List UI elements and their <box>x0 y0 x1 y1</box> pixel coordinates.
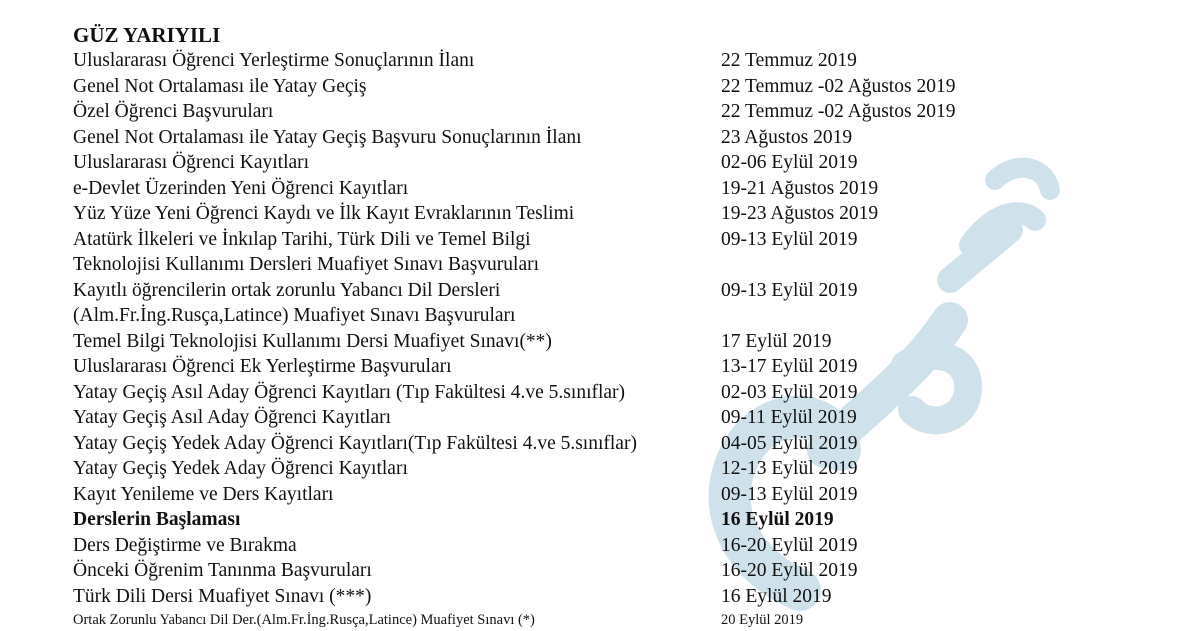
event-date: 13-17 Eylül 2019 <box>721 356 858 377</box>
event-label: Genel Not Ortalaması ile Yatay Geçiş Başvuru Sonuçlarının İlanı <box>73 126 582 148</box>
calendar-row <box>73 584 1133 610</box>
calendar-row <box>73 99 1133 125</box>
calendar-row <box>73 533 1133 559</box>
event-label: Özel Öğrenci Başvuruları <box>73 101 274 122</box>
event-date: 16-20 Eylül 2019 <box>721 560 858 581</box>
event-date: 19-21 Ağustos 2019 <box>721 177 879 199</box>
calendar-rows <box>73 48 1133 631</box>
calendar-row <box>73 558 1133 584</box>
event-label: Yüz Yüze Yeni Öğrenci Kaydı ve İlk Kayıt Evraklarının Teslimi <box>73 203 575 224</box>
event-label: Türk Dili Dersi Muafiyet Sınavı (***) <box>73 585 372 607</box>
event-date: 09-13 Eylül 2019 <box>721 483 858 505</box>
calendar-row <box>73 405 1133 431</box>
event-date: 12-13 Eylül 2019 <box>721 458 858 479</box>
calendar-row <box>73 507 1133 533</box>
event-date: 23 Ağustos 2019 <box>721 126 853 148</box>
calendar-row <box>73 482 1133 508</box>
calendar-row <box>73 150 1133 176</box>
event-label: Yatay Geçiş Asıl Aday Öğrenci Kayıtları (Tıp Fakültesi 4.ve 5.sınıflar) <box>73 381 626 403</box>
event-date: 16-20 Eylül 2019 <box>721 534 858 556</box>
event-label: (Alm.Fr.İng.Rusça,Latince) Muafiyet Sınavı Başvuruları <box>73 305 516 326</box>
event-date: 02-03 Eylül 2019 <box>721 381 858 403</box>
event-date: 04-05 Eylül 2019 <box>721 432 858 454</box>
event-label: Yatay Geçiş Yedek Aday Öğrenci Kayıtları <box>73 458 408 479</box>
event-date: 22 Temmuz -02 Ağustos 2019 <box>721 75 956 97</box>
calendar-row <box>73 74 1133 100</box>
calendar-row <box>73 303 1133 329</box>
semester-heading: GÜZ YARIYILI <box>73 23 221 47</box>
event-label: Uluslararası Öğrenci Ek Yerleştirme Başvuruları <box>73 356 452 377</box>
event-label: Ortak Zorunlu Yabancı Dil Der.(Alm.Fr.İng.Rusça,Latince) Muafiyet Sınavı (*) <box>73 612 535 628</box>
event-label: Önceki Öğrenim Tanınma Başvuruları <box>73 560 372 581</box>
event-label: Teknolojisi Kullanımı Dersleri Muafiyet Sınavı Başvuruları <box>73 254 540 275</box>
calendar-row <box>73 125 1133 151</box>
calendar-row <box>73 201 1133 227</box>
event-label: Yatay Geçiş Yedek Aday Öğrenci Kayıtları(Tıp Fakültesi 4.ve 5.sınıflar) <box>73 432 637 454</box>
event-label: Uluslararası Öğrenci Kayıtları <box>73 152 310 173</box>
event-date: 17 Eylül 2019 <box>721 330 832 352</box>
event-date: 19-23 Ağustos 2019 <box>721 203 879 224</box>
event-date: 09-13 Eylül 2019 <box>721 279 858 301</box>
event-date: 02-06 Eylül 2019 <box>721 152 858 173</box>
event-label: Temel Bilgi Teknolojisi Kullanımı Dersi Muafiyet Sınavı(**) <box>73 330 552 352</box>
calendar-row <box>73 380 1133 406</box>
event-date: 20 Eylül 2019 <box>721 612 804 628</box>
event-label: Kayıtlı öğrencilerin ortak zorunlu Yabancı Dil Dersleri <box>73 279 501 301</box>
calendar-row <box>73 329 1133 355</box>
academic-calendar <box>73 22 1133 631</box>
event-label: Yatay Geçiş Asıl Aday Öğrenci Kayıtları <box>73 407 392 428</box>
calendar-row <box>73 252 1133 278</box>
event-date: 09-13 Eylül 2019 <box>721 228 858 250</box>
event-date: 22 Temmuz 2019 <box>721 50 857 71</box>
calendar-row <box>73 48 1133 74</box>
event-date: 22 Temmuz -02 Ağustos 2019 <box>721 101 956 122</box>
calendar-row <box>73 354 1133 380</box>
event-date: 16 Eylül 2019 <box>721 585 832 607</box>
event-label: Kayıt Yenileme ve Ders Kayıtları <box>73 483 334 505</box>
event-label: e-Devlet Üzerinden Yeni Öğrenci Kayıtları <box>73 177 409 199</box>
event-label: Derslerin Başlaması <box>73 509 241 530</box>
event-date: 16 Eylül 2019 <box>721 509 834 530</box>
event-label: Ders Değiştirme ve Bırakma <box>73 534 297 556</box>
calendar-row <box>73 227 1133 253</box>
calendar-row <box>73 609 1133 631</box>
event-date: 09-11 Eylül 2019 <box>721 407 857 428</box>
event-label: Atatürk İlkeleri ve İnkılap Tarihi, Türk Dili ve Temel Bilgi <box>73 228 531 250</box>
calendar-row <box>73 456 1133 482</box>
calendar-row <box>73 176 1133 202</box>
calendar-row <box>73 431 1133 457</box>
event-label: Uluslararası Öğrenci Yerleştirme Sonuçlarının İlanı <box>73 50 475 71</box>
event-label: Genel Not Ortalaması ile Yatay Geçiş <box>73 75 367 97</box>
calendar-row <box>73 278 1133 304</box>
